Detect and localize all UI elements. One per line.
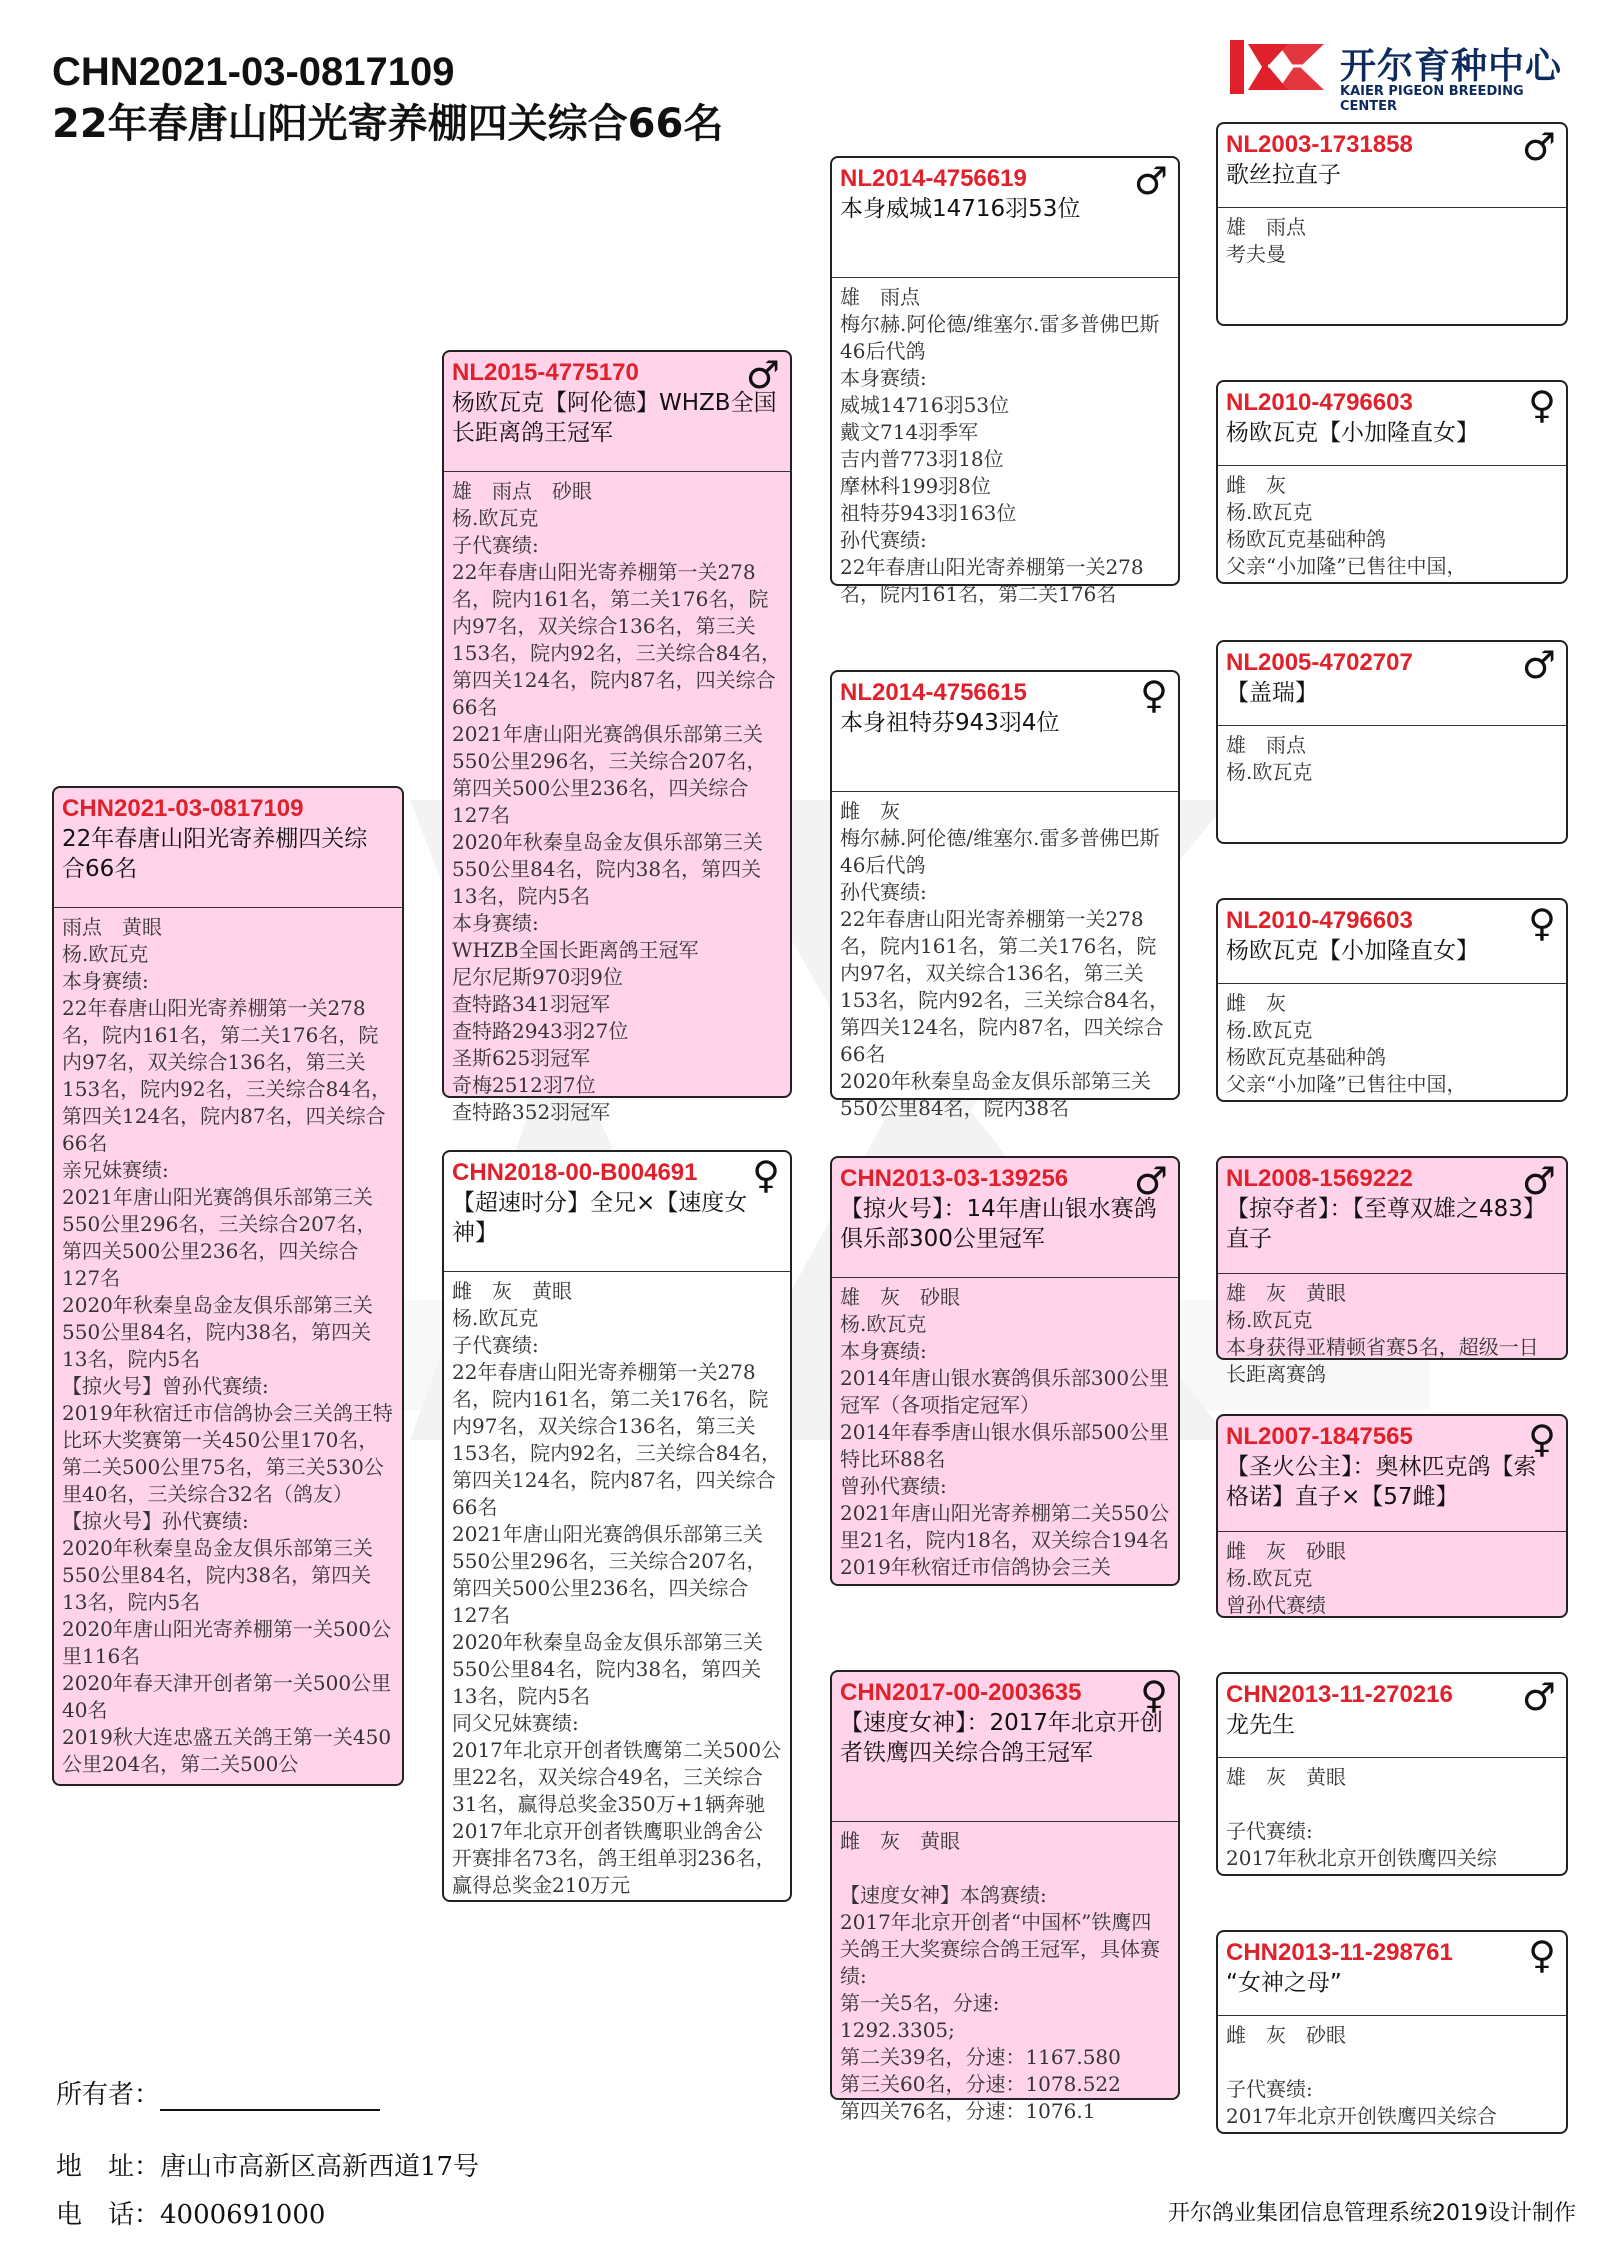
owner-blank-line [160, 2083, 380, 2111]
card-details [832, 1278, 1178, 1587]
logo-chinese-name: 开尔育种中心 [1340, 46, 1563, 87]
detail-line: 2020年唐山阳光寄养棚第一关500公里116名 [62, 1617, 392, 1668]
male-symbol-icon: ♂ [1521, 643, 1556, 687]
detail-line: 雌 灰 [840, 799, 900, 823]
detail-line: 2019年秋宿迁市信鸽协会三关鸽王特比环大奖赛第一关450公里170名，第二关500公里75名，第三关530公里40名，三关综合32名（鸽友） [62, 1401, 393, 1506]
detail-line: 梅尔赫.阿伦德/维塞尔.雷多普佛巴斯46后代鸽 [840, 826, 1160, 877]
ring-number: CHN2013-03-139256 [840, 1165, 1069, 1192]
male-symbol-icon: ♂ [1521, 125, 1556, 169]
pigeon-card-dd [830, 1670, 1180, 2123]
detail-line: 雄 灰 黄眼 [1226, 1765, 1346, 1789]
ring-number: NL2008-1569222 [1226, 1165, 1413, 1192]
detail-line: 第三关60名，分速：1078.522 [840, 2072, 1121, 2096]
detail-line: 1292.3305; [840, 2018, 955, 2042]
detail-line: 父亲“小加隆”已售往中国， [1226, 554, 1467, 578]
card-details [1218, 1758, 1566, 1878]
pigeon-card-sire [442, 350, 792, 1124]
female-symbol-icon: ♀ [1528, 901, 1556, 945]
card-header [832, 1158, 1178, 1278]
pigeon-name: 22年春唐山阳光寄养棚四关综合66名 [62, 826, 368, 882]
logo-english-name: KAIER PIGEON BREEDING CENTER [1340, 84, 1524, 114]
pigeon-card-ddd [1216, 1930, 1568, 2134]
card-details [1218, 208, 1566, 274]
detail-line: 第四关76名，分速：1076.1 [840, 2099, 1096, 2123]
detail-line: 22年春唐山阳光寄养棚第一关278名，院内161名，第二关176名，院内97名，双关综合136名，第三关153名，院内92名，三关综合84名，第四关124名，院内87名，四关综合66名 [452, 560, 782, 719]
detail-line: 2021年唐山阳光赛鸽俱乐部第三关550公里296名，三关综合207名，第四关500公里236名，四关综合127名 [62, 1185, 377, 1290]
detail-line: 2017年秋北京开创铁鹰四关综 [1226, 1846, 1497, 1870]
detail-line: 第二关39名，分速：1167.580 [840, 2045, 1121, 2069]
detail-line: 雌 灰 黄眼 [840, 1829, 960, 1853]
detail-line: 吉内普773羽18位 [840, 447, 1004, 471]
detail-line: 本身获得亚精顿省赛5名，超级一日长距离赛鸽 [1226, 1335, 1539, 1386]
detail-line: 22年春唐山阳光寄养棚第一关278名，院内161名，第二关176名，院内97名，双关综合136名，第三关153名，院内92名，三关综合84名，第四关124名，院内87名，四关综合66名 [62, 996, 392, 1155]
detail-line: 2020年秋秦皇岛金友俱乐部第三关550公里84名，院内38名，第四关13名，院内5名 [62, 1293, 373, 1371]
female-symbol-icon: ♀ [1140, 673, 1168, 717]
card-details [1218, 466, 1566, 586]
detail-line: 圣斯625羽冠军 [452, 1046, 591, 1070]
card-header [1218, 1932, 1566, 2016]
detail-line: 2014年春季唐山银水俱乐部500公里特比环88名 [840, 1420, 1170, 1471]
detail-line: 戴文714羽季军 [840, 420, 979, 444]
system-credit: 开尔鸽业集团信息管理系统2019设计制作 [1168, 2201, 1576, 2226]
detail-line: 子代赛绩: [1226, 1819, 1313, 1843]
detail-line: 22年春唐山阳光寄养棚第一关278名，院内161名，第二关176名，院内97名，双关综合136名，第三关153名，院内92名，三关综合84名，第四关124名，院内87名，四关综合66名 [452, 1360, 782, 1519]
detail-line: 2021年唐山阳光赛鸽俱乐部第三关550公里296名，三关综合207名，第四关500公里236名，四关综合127名 [452, 722, 767, 827]
ring-number: NL2014-4756619 [840, 165, 1027, 192]
phone-value: 4000691000 [160, 2200, 326, 2230]
detail-line: 同父兄妹赛绩: [452, 1711, 579, 1735]
card-header [1218, 1158, 1566, 1274]
detail-line: 杨.欧瓦克 [1226, 1566, 1313, 1590]
pigeon-name: 【掠夺者】：【至尊双雄之483】直子 [1226, 1196, 1546, 1252]
detail-line: 杨.欧瓦克 [1226, 1018, 1313, 1042]
card-details [1218, 984, 1566, 1104]
card-details [1218, 2016, 1566, 2136]
female-symbol-icon: ♀ [1528, 383, 1556, 427]
card-header [1218, 900, 1566, 984]
detail-line: 22年春唐山阳光寄养棚第一关278名，院内161名，第二关176名 [840, 555, 1144, 606]
ring-number: NL2010-4796603 [1226, 907, 1413, 934]
ring-number: NL2003-1731858 [1226, 131, 1413, 158]
pigeon-card-dss [1216, 1156, 1568, 1386]
female-symbol-icon: ♀ [1140, 1673, 1168, 1717]
detail-line: 第一关5名，分速: [840, 1991, 1000, 2015]
ring-number: CHN2013-11-298761 [1226, 1939, 1453, 1966]
ring-number: CHN2013-11-270216 [1226, 1681, 1453, 1708]
detail-line: 2017年北京开创铁鹰四关综合 [1226, 2104, 1497, 2128]
detail-line: 2017年北京开创者铁鹰第二关500公里22名，双关综合49名，三关综合31名，赢得总奖金350万+1辆奔驰 [452, 1738, 782, 1816]
detail-line: 2021年唐山阳光寄养棚第二关550公里21名，院内18名，双关综合194名 [840, 1501, 1170, 1552]
detail-line: 考夫曼 [1226, 242, 1286, 266]
pigeon-name: 杨欧瓦克【小加隆直女】 [1226, 938, 1479, 964]
detail-line: 雄 灰 黄眼 [1226, 1281, 1346, 1305]
pigeon-card-dam [442, 1150, 792, 1902]
male-symbol-icon: ♂ [1133, 1159, 1168, 1203]
pigeon-name: 【盖瑞】 [1226, 680, 1318, 706]
detail-line: 杨.欧瓦克 [452, 506, 539, 530]
card-header [444, 1152, 790, 1272]
card-details [832, 278, 1178, 614]
ring-number: NL2005-4702707 [1226, 649, 1413, 676]
detail-line: 杨欧瓦克基础种鸽 [1226, 1045, 1386, 1069]
pigeon-name: 【超速时分】全兄×【速度女神】 [452, 1190, 748, 1246]
card-details [1218, 1274, 1566, 1394]
card-details [54, 908, 402, 1784]
detail-line: 雄 雨点 [840, 285, 920, 309]
detail-line: 2020年秋秦皇岛金友俱乐部第三关550公里84名，院内38名，第四关13名，院内5名 [62, 1536, 373, 1614]
kaier-logo-mark-icon [1228, 36, 1328, 98]
ring-number: NL2014-4756615 [840, 679, 1027, 706]
pedigree-ring-title: CHN2021-03-0817109 [52, 50, 455, 94]
detail-line: 本身赛绩: [840, 366, 927, 390]
card-header [832, 1672, 1178, 1822]
address-row [56, 2146, 479, 2183]
kaier-logo [1228, 36, 1568, 114]
pigeon-card-ss [830, 156, 1180, 606]
card-details [832, 792, 1178, 1128]
pigeon-card-ds [830, 1156, 1180, 1586]
male-symbol-icon: ♂ [1521, 1159, 1556, 1203]
ring-number: NL2007-1847565 [1226, 1423, 1413, 1450]
pigeon-name: 【速度女神】：2017年北京开创者铁鹰四关综合鸽王冠军 [840, 1710, 1164, 1766]
card-header [832, 672, 1178, 792]
detail-line: 2017年北京开创者铁鹰职业鸽舍公开赛排名73名，鸽王组单羽236名，赢得总奖金210万元 [452, 1819, 776, 1897]
card-details [832, 1822, 1178, 2131]
detail-line: 杨.欧瓦克 [452, 1306, 539, 1330]
detail-line: 【速度女神】本鸽赛绩: [840, 1883, 1047, 1907]
card-header [1218, 1674, 1566, 1758]
detail-line: 查特路2943羽27位 [452, 1019, 629, 1043]
detail-line: 杨欧瓦克基础种鸽 [1226, 527, 1386, 551]
detail-line: 本身赛绩: [452, 911, 539, 935]
pigeon-name: “女神之母” [1226, 1970, 1342, 1996]
detail-line: 雄 雨点 [1226, 733, 1306, 757]
phone-row [56, 2194, 325, 2231]
female-symbol-icon: ♀ [752, 1153, 780, 1197]
detail-line: 雌 灰 [1226, 473, 1286, 497]
card-header [1218, 382, 1566, 466]
detail-line: WHZB全国长距离鸽王冠军 [452, 938, 699, 962]
card-details [444, 1272, 790, 1905]
detail-line: 雌 灰 砂眼 [1226, 1539, 1346, 1563]
ring-number: NL2015-4775170 [452, 359, 639, 386]
card-header [1218, 1416, 1566, 1532]
detail-line: 查特路341羽冠军 [452, 992, 611, 1016]
detail-line: 尼尔尼斯970羽9位 [452, 965, 623, 989]
detail-line [840, 1855, 1170, 1882]
detail-line: 杨.欧瓦克 [62, 942, 149, 966]
detail-line: 子代赛绩: [452, 533, 539, 557]
female-symbol-icon: ♀ [1528, 1933, 1556, 1977]
detail-line: 本身赛绩: [62, 969, 149, 993]
pedigree-subtitle: 22年春唐山阳光寄养棚四关综合66名 [52, 101, 724, 147]
ring-number: NL2010-4796603 [1226, 389, 1413, 416]
card-details [444, 472, 790, 1132]
detail-line: 22年春唐山阳光寄养棚第一关278名，院内161名，第二关176名，院内97名，双关综合136名，第三关153名，院内92名，三关综合84名，第四关124名，院内87名，四关综合66名 [840, 907, 1170, 1066]
detail-line: 子代赛绩: [1226, 2077, 1313, 2101]
pigeon-card-dsd [1216, 1414, 1568, 1618]
address-value: 唐山市高新区高新西道17号 [160, 2152, 480, 2182]
detail-line: 孙代赛绩: [840, 528, 927, 552]
pigeon-card-self [52, 786, 404, 1786]
detail-line: 雄 雨点 砂眼 [452, 479, 592, 503]
card-header [444, 352, 790, 472]
detail-line: 杨.欧瓦克 [1226, 1308, 1313, 1332]
ring-number: CHN2017-00-2003635 [840, 1679, 1082, 1706]
detail-line: 2017年北京开创者“中国杯”铁鹰四关鸽王大奖赛综合鸽王冠军，具体赛绩: [840, 1910, 1160, 1988]
detail-line: 奇梅2512羽7位 [452, 1073, 596, 1097]
detail-line: 曾孙代赛绩: [840, 1474, 947, 1498]
pigeon-name: 龙先生 [1226, 1712, 1295, 1738]
detail-line: 杨.欧瓦克 [1226, 760, 1313, 784]
detail-line: 查特路352羽冠军 [452, 1100, 611, 1124]
male-symbol-icon: ♂ [1133, 159, 1168, 203]
card-details [1218, 1532, 1566, 1625]
detail-line: 【掠火号】孙代赛绩: [62, 1509, 249, 1533]
detail-line: 【掠火号】曾孙代赛绩: [62, 1374, 269, 1398]
pigeon-card-dds [1216, 1672, 1568, 1876]
detail-line: 2020年秋秦皇岛金友俱乐部第三关550公里84名，院内38名 [840, 1069, 1151, 1120]
detail-line: 2019年秋宿迁市信鸽协会三关 [840, 1555, 1111, 1579]
male-symbol-icon: ♂ [745, 353, 780, 397]
card-header [1218, 642, 1566, 726]
detail-line: 曾孙代赛绩 [1226, 1593, 1326, 1617]
owner-label: 所有者： [56, 2080, 161, 2110]
female-symbol-icon: ♀ [1528, 1417, 1556, 1461]
detail-line: 亲兄妹赛绩: [62, 1158, 169, 1182]
address-label: 地 址： [56, 2152, 161, 2182]
detail-line: 杨.欧瓦克 [1226, 500, 1313, 524]
ring-number: CHN2021-03-0817109 [62, 795, 304, 822]
detail-line: 摩林科199羽8位 [840, 474, 991, 498]
pigeon-card-sdd [1216, 898, 1568, 1102]
pigeon-name: 【圣火公主】：奥林匹克鸽【索格诺】直子×【57雌】 [1226, 1454, 1537, 1510]
detail-line: 子代赛绩: [452, 1333, 539, 1357]
card-details [1218, 726, 1566, 792]
male-symbol-icon: ♂ [1521, 1675, 1556, 1719]
pigeon-name: 本身祖特芬943羽4位 [840, 710, 1060, 736]
detail-line: 本身赛绩: [840, 1339, 927, 1363]
detail-line: 2021年唐山阳光赛鸽俱乐部第三关550公里296名，三关综合207名，第四关500公里236名，四关综合127名 [452, 1522, 767, 1627]
detail-line: 2020年秋秦皇岛金友俱乐部第三关550公里84名，院内38名，第四关13名，院内5名 [452, 1630, 763, 1708]
detail-line: 孙代赛绩: [840, 880, 927, 904]
card-header [1218, 124, 1566, 208]
detail-line: 2014年唐山银水赛鸽俱乐部300公里冠军（各项指定冠军） [840, 1366, 1170, 1417]
detail-line: 雨点 黄眼 [62, 915, 162, 939]
detail-line: 杨.欧瓦克 [840, 1312, 927, 1336]
pigeon-name: 本身威城14716羽53位 [840, 196, 1081, 222]
pigeon-card-ssd [1216, 380, 1568, 584]
detail-line: 父亲“小加隆”已售往中国， [1226, 1072, 1467, 1096]
detail-line: 雌 灰 砂眼 [1226, 2023, 1346, 2047]
pigeon-name: 【掠火号】：14年唐山银水赛鸽俱乐部300公里冠军 [840, 1196, 1157, 1252]
pigeon-name: 杨欧瓦克【阿伦德】WHZB全国长距离鸽王冠军 [452, 390, 777, 446]
phone-label: 电 话： [56, 2200, 161, 2230]
detail-line: 2020年春天津开创者第一关500公里40名 [62, 1671, 392, 1722]
detail-line: 梅尔赫.阿伦德/维塞尔.雷多普佛巴斯46后代鸽 [840, 312, 1160, 363]
detail-line: 雌 灰 [1226, 991, 1286, 1015]
detail-line [1226, 2049, 1558, 2076]
detail-line: 雄 雨点 [1226, 215, 1306, 239]
detail-line: 雄 灰 砂眼 [840, 1285, 960, 1309]
detail-line: 2019秋大连忠盛五关鸽王第一关450公里204名，第二关500公 [62, 1725, 392, 1776]
pigeon-card-sds [1216, 640, 1568, 844]
detail-line [1226, 1791, 1558, 1818]
card-header [832, 158, 1178, 278]
pigeon-name: 杨欧瓦克【小加隆直女】 [1226, 420, 1479, 446]
pigeon-name: 歌丝拉直子 [1226, 162, 1341, 188]
pigeon-card-sd [830, 670, 1180, 1120]
detail-line: 威城14716羽53位 [840, 393, 1010, 417]
detail-line: 2020年秋秦皇岛金友俱乐部第三关550公里84名，院内38名，第四关13名，院内5名 [452, 830, 763, 908]
card-header [54, 788, 402, 908]
pigeon-card-sss [1216, 122, 1568, 326]
detail-line: 雌 灰 黄眼 [452, 1279, 572, 1303]
ring-number: CHN2018-00-B004691 [452, 1159, 698, 1186]
detail-line: 祖特芬943羽163位 [840, 501, 1017, 525]
owner-row [56, 2074, 380, 2111]
